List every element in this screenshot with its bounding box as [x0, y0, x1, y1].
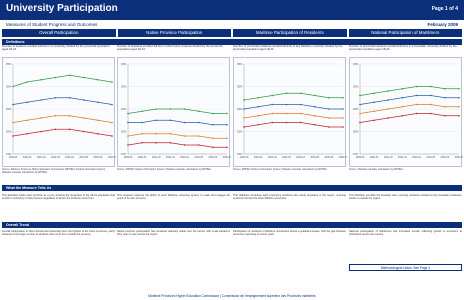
data-point [342, 117, 344, 119]
x-tick-label: 2003-04 [296, 156, 305, 159]
y-tick-label: 25% [5, 107, 12, 111]
explanation-native [117, 194, 230, 201]
data-point [212, 113, 214, 115]
data-point [170, 119, 172, 121]
paragraph: Overall participation in Nova Scotia has historically been the highest of the three provinces, partly because of the large number of students who come from outside the province. [2, 230, 115, 237]
data-point [170, 108, 172, 110]
trend-overall [2, 230, 115, 237]
data-point [111, 122, 113, 124]
data-point [387, 117, 389, 119]
data-point [314, 115, 316, 117]
data-point [127, 122, 129, 124]
data-point [314, 95, 316, 97]
panel-maritime [233, 45, 346, 180]
data-point [40, 99, 42, 101]
definition-text: Number of students enrolled full-time in a university divided by the provincial population aged 18-24. [2, 44, 110, 52]
data-point [257, 97, 259, 99]
x-tick-label: 1999-00 [8, 156, 18, 159]
data-point [198, 110, 200, 112]
explanation-maritime [233, 194, 346, 201]
data-point [328, 108, 330, 110]
data-point [97, 119, 99, 121]
series-line [13, 116, 112, 123]
data-point [314, 106, 316, 108]
report-header [0, 0, 464, 20]
data-point [373, 92, 375, 94]
x-tick-label: 2004-05 [79, 156, 89, 159]
data-point [359, 95, 361, 97]
y-tick-label: 15% [352, 152, 359, 156]
data-point [300, 104, 302, 106]
data-point [271, 104, 273, 106]
data-point [170, 142, 172, 144]
data-point [444, 88, 446, 90]
data-point [387, 99, 389, 101]
data-point [69, 97, 71, 99]
y-tick-label: 30% [352, 84, 359, 89]
paragraph: This measure captures the ability of each Maritime university system to retain and engage the youth of its own province. [117, 194, 230, 201]
explanation-overall [2, 194, 115, 201]
data-point [212, 146, 214, 148]
y-tick-label: 25% [120, 107, 127, 111]
data-point [444, 115, 446, 117]
what-measure-bar [2, 185, 462, 191]
chart-national [350, 58, 463, 168]
data-point [26, 81, 28, 83]
x-tick-label: 2004-05 [426, 156, 436, 159]
data-point [342, 108, 344, 110]
data-point [12, 104, 14, 106]
trend-native [117, 230, 230, 237]
report-title: University Participation [6, 3, 118, 14]
data-point [26, 119, 28, 121]
paragraph: This definition combines each province's residents who study anywhere in the region, counting enrolment across the three Maritime provinces. [233, 194, 346, 201]
x-tick-label: 2006-07 [338, 156, 347, 159]
y-tick-label: 25% [236, 107, 243, 111]
y-tick-label: 35% [236, 62, 243, 66]
chart-native [118, 58, 231, 168]
data-point [342, 126, 344, 128]
data-point [286, 92, 288, 94]
data-point [458, 115, 460, 117]
x-tick-label: 2002-03 [398, 156, 407, 159]
data-point [212, 137, 214, 139]
chart-overall [3, 58, 116, 168]
data-point [342, 97, 344, 99]
data-point [83, 131, 85, 133]
data-point [257, 106, 259, 108]
data-point [373, 119, 375, 121]
data-point [69, 74, 71, 76]
data-point [373, 101, 375, 103]
data-point [286, 113, 288, 115]
data-point [184, 122, 186, 124]
y-tick-label: 35% [120, 62, 127, 66]
data-point [387, 90, 389, 92]
x-tick-label: 2000-01 [22, 156, 32, 159]
y-tick-label: 15% [5, 152, 12, 156]
data-point [26, 101, 28, 103]
source-note: Source: MPHEC Student Information System; Statistics Canada; calculations by MPHEC. [233, 168, 328, 171]
y-tick-label: 15% [120, 152, 127, 156]
data-point [12, 86, 14, 88]
data-point [198, 144, 200, 146]
data-point [155, 119, 157, 121]
data-point [444, 97, 446, 99]
series-line [128, 134, 227, 139]
series-line [360, 96, 459, 105]
x-tick-label: 2005-06 [93, 156, 103, 159]
series-line [244, 93, 343, 100]
definition-text: Number of provincial residents enrolled full-time in any Maritime university divided by the provincial population aged 18-24. [233, 44, 343, 52]
y-tick-label: 20% [352, 129, 359, 134]
data-point [328, 126, 330, 128]
series-line [13, 129, 112, 136]
x-tick-label: 2002-03 [51, 156, 60, 159]
y-tick-label: 35% [5, 62, 12, 66]
data-point [430, 113, 432, 115]
data-point [458, 106, 460, 108]
data-point [402, 97, 404, 99]
data-point [55, 77, 57, 79]
data-point [127, 113, 129, 115]
series-line [13, 75, 112, 86]
data-point [12, 122, 14, 124]
data-point [328, 97, 330, 99]
data-point [40, 79, 42, 81]
data-point [212, 124, 214, 126]
y-tick-label: 20% [236, 129, 243, 134]
data-point [430, 95, 432, 97]
report-date: February 2009 [427, 22, 458, 27]
data-point [402, 106, 404, 108]
data-point [111, 81, 113, 83]
chart-frame [349, 57, 462, 167]
data-point [127, 144, 129, 146]
source-note: Source: MPHEC Student Information System; Statistics Canada; calculations by MPHEC. [117, 168, 212, 171]
data-point [373, 110, 375, 112]
tab-overall: Overall Participation [2, 29, 116, 37]
data-point [155, 133, 157, 135]
tab-maritime: Maritime Participation of Residents [233, 29, 347, 37]
explanation-national [349, 194, 462, 201]
x-tick-label: 2002-03 [166, 156, 175, 159]
y-tick-label: 30% [5, 84, 12, 89]
x-tick-label: 2006-07 [454, 156, 463, 159]
definition-text: Number of residents enrolled full-time in their home province divided by the provincial population aged 18-24. [117, 44, 223, 52]
chart-frame [233, 57, 346, 167]
data-point [198, 135, 200, 137]
definition-text: Number of provincial residents enrolled full-time in a Canadian university divided by the provincial population aged 18-24. [349, 44, 457, 52]
x-tick-label: 2006-07 [222, 156, 231, 159]
data-point [55, 128, 57, 130]
y-tick-label: 30% [236, 84, 243, 89]
what-measure-heading: What the Measure Tells Us [6, 185, 52, 190]
data-point [184, 135, 186, 137]
panel-national [349, 45, 462, 180]
data-point [12, 135, 14, 137]
series-line [360, 87, 459, 96]
chart-frame [117, 57, 230, 167]
x-tick-label: 1999-00 [239, 156, 249, 159]
x-tick-label: 2002-03 [282, 156, 291, 159]
data-point [271, 113, 273, 115]
paragraph: This definition treats each province as a unit, showing the proportion of the 18-24 population that enrolls in university in that province regardless of where the students come from. [2, 194, 115, 201]
overall-trend-heading: Overall Trend [6, 222, 29, 227]
tab-native: Native Province Participation [118, 29, 232, 37]
section-tabs [2, 29, 462, 37]
data-point [300, 92, 302, 94]
data-point [387, 108, 389, 110]
data-point [286, 122, 288, 124]
y-tick-label: 15% [236, 152, 243, 156]
data-point [271, 122, 273, 124]
x-tick-label: 2003-04 [180, 156, 189, 159]
data-point [402, 115, 404, 117]
data-point [430, 86, 432, 88]
x-tick-label: 2005-06 [324, 156, 334, 159]
data-point [416, 95, 418, 97]
data-point [286, 104, 288, 106]
data-point [155, 142, 157, 144]
data-point [141, 142, 143, 144]
y-tick-label: 20% [5, 129, 12, 134]
x-tick-label: 1999-00 [123, 156, 133, 159]
series-line [128, 143, 227, 148]
data-point [226, 124, 228, 126]
data-point [402, 88, 404, 90]
x-tick-label: 2000-01 [137, 156, 147, 159]
y-tick-label: 30% [120, 84, 127, 89]
panel-native [117, 45, 230, 180]
data-point [257, 124, 259, 126]
y-tick-label: 25% [352, 107, 359, 111]
paragraph: This definition provides the broadest view, counting residents enrolled at any Canadian institution, inside or outside the region. [349, 194, 462, 201]
chart-frame [2, 57, 115, 167]
panel-overall [2, 45, 115, 180]
data-point [300, 122, 302, 124]
footer: Maritime Provinces Higher Education Commission | Commission de l'enseignement supérieur des Provinces maritimes [148, 294, 316, 298]
data-point [141, 110, 143, 112]
series-line [360, 114, 459, 123]
x-tick-label: 2000-01 [253, 156, 263, 159]
overall-trend-bar [2, 222, 462, 228]
x-tick-label: 2001-02 [267, 156, 277, 159]
x-tick-label: 2001-02 [36, 156, 46, 159]
data-point [226, 113, 228, 115]
data-point [26, 133, 28, 135]
x-tick-label: 1999-00 [355, 156, 365, 159]
data-point [314, 124, 316, 126]
data-point [83, 117, 85, 119]
data-point [69, 128, 71, 130]
data-point [328, 117, 330, 119]
data-point [141, 122, 143, 124]
data-point [97, 79, 99, 81]
trend-national [349, 230, 462, 237]
data-point [430, 104, 432, 106]
x-tick-label: 2004-05 [310, 156, 320, 159]
x-tick-label: 2001-02 [151, 156, 161, 159]
paragraph: National participation of Maritimers has increased overall, reflecting growth in enrolment at institutions across the country. [349, 230, 462, 237]
source-note: Source: Statistics Canada; calculations by MPHEC. [349, 168, 404, 171]
x-tick-label: 2003-04 [412, 156, 421, 159]
paragraph: Participation of residents in Maritime universities shows a gradual increase, with the gap between provinces narrowing in recent years. [233, 230, 346, 237]
definitions-heading: Definitions [6, 39, 25, 44]
x-tick-label: 2001-02 [383, 156, 393, 159]
x-tick-label: 2003-04 [65, 156, 74, 159]
chart-maritime [234, 58, 347, 168]
data-point [141, 133, 143, 135]
data-point [226, 137, 228, 139]
series-line [13, 98, 112, 105]
data-point [226, 146, 228, 148]
data-point [97, 101, 99, 103]
data-point [359, 113, 361, 115]
data-point [83, 99, 85, 101]
data-point [243, 99, 245, 101]
data-point [55, 97, 57, 99]
data-point [40, 131, 42, 133]
source-note: Source: Maritime Provinces Higher Education Commission (MPHEC) Student Information System; Statistics Canada; calculations by MPHEC. [2, 168, 106, 174]
tab-national: National Participation of Maritimers [349, 29, 463, 37]
x-tick-label: 2005-06 [208, 156, 218, 159]
data-point [416, 113, 418, 115]
data-point [184, 108, 186, 110]
methodology-note: Methodological Notes: See Page 4 [349, 264, 462, 271]
data-point [359, 104, 361, 106]
x-tick-label: 2004-05 [194, 156, 204, 159]
data-point [444, 106, 446, 108]
report-subtitle: Measures of Student Progress and Outcomes [6, 22, 98, 27]
data-point [243, 117, 245, 119]
data-point [458, 97, 460, 99]
data-point [257, 115, 259, 117]
x-tick-label: 2005-06 [440, 156, 450, 159]
data-point [155, 108, 157, 110]
data-point [243, 126, 245, 128]
data-point [127, 135, 129, 137]
data-point [97, 133, 99, 135]
x-tick-label: 2000-01 [369, 156, 379, 159]
data-point [111, 104, 113, 106]
data-point [198, 122, 200, 124]
data-point [271, 95, 273, 97]
data-point [359, 122, 361, 124]
data-point [83, 77, 85, 79]
data-point [170, 133, 172, 135]
page-number: Page 1 of 4 [431, 6, 458, 12]
data-point [69, 115, 71, 117]
data-point [243, 108, 245, 110]
data-point [184, 144, 186, 146]
data-point [111, 135, 113, 137]
data-point [416, 104, 418, 106]
data-point [40, 117, 42, 119]
x-tick-label: 2006-07 [107, 156, 116, 159]
data-point [55, 115, 57, 117]
data-point [300, 113, 302, 115]
data-point [458, 88, 460, 90]
y-tick-label: 35% [352, 62, 359, 66]
data-point [416, 86, 418, 88]
paragraph: Native province participation has remained relatively stable over the period, with small variations from year to year across the region. [117, 230, 230, 237]
y-tick-label: 20% [120, 129, 127, 134]
trend-maritime [233, 230, 346, 237]
